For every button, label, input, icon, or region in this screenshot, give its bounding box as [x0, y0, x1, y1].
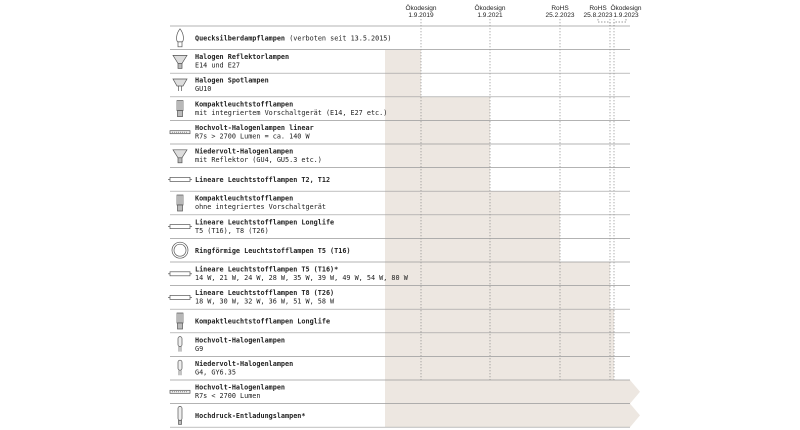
phaseout-bar: [385, 144, 490, 168]
row-title: Halogen Spotlampen: [195, 76, 269, 85]
row-title: Hochdruck-Entladungslampen*: [195, 412, 306, 421]
phaseout-bar-arrow: [385, 380, 640, 404]
milestone-date: 25.2.2023: [545, 12, 575, 19]
row-title: Hochvolt-Halogenlampen: [195, 336, 286, 345]
row-subtitle: R7s < 2700 Lumen: [195, 392, 261, 400]
milestone-name: Ökodesign: [610, 5, 642, 12]
compact-lamp-icon: [177, 313, 183, 329]
phaseout-bar: [385, 333, 614, 357]
row-subtitle: GU10: [195, 85, 212, 94]
row-title: Lineare Leuchtstofflampen Longlife: [195, 218, 335, 227]
phaseout-bar: [385, 191, 560, 215]
phaseout-bar: [385, 168, 490, 192]
capsule-lamp-icon: [178, 337, 182, 352]
row-note: (verboten seit 13.5.2015): [289, 34, 392, 43]
hid-lamp-icon: [178, 406, 182, 424]
phaseout-bar: [385, 356, 614, 380]
milestone-name: RoHS: [589, 5, 607, 12]
compact-lamp-icon: [177, 101, 183, 117]
milestone-connector: [598, 19, 610, 26]
phaseout-bar: [385, 309, 614, 333]
tube-lamp-icon: [168, 272, 192, 276]
capsule-lamp-icon: [178, 360, 182, 375]
reflector-lamp-icon: [173, 150, 187, 163]
row-title: Kompaktleuchtstofflampen Longlife: [195, 317, 331, 326]
milestone-connector: [614, 19, 626, 26]
compact-lamp-icon: [177, 195, 183, 211]
row-title: Niedervolt-Halogenlampen: [195, 147, 294, 156]
row-subtitle: mit integriertem Vorschaltgerät (E14, E27 etc.): [195, 108, 388, 117]
phaseout-bar: [385, 120, 490, 144]
phaseout-bar: [385, 50, 421, 74]
milestone-date: 1.9.2023: [613, 12, 639, 19]
phaseout-bar: [385, 215, 560, 239]
milestone-headers: [405, 4, 641, 26]
row-title: Niedervolt-Halogenlampen: [195, 359, 294, 368]
row-subtitle: 18 W, 30 W, 32 W, 36 W, 51 W, 58 W: [195, 297, 335, 306]
row-subtitle: G9: [195, 344, 204, 353]
tube-lamp-icon: [168, 295, 192, 299]
row-title: Hochvolt-Halogenlampen: [195, 383, 286, 392]
milestone-date: 25.8.2023: [583, 12, 613, 19]
row-title: Lineare Leuchtstofflampen T2, T12: [195, 176, 331, 185]
row-subtitle: ohne integriertes Vorschaltgerät: [195, 203, 326, 212]
row-title: Hochvolt-Halogenlampen linear: [195, 123, 314, 132]
milestone-name: RoHS: [551, 5, 569, 12]
row-title: Lineare Leuchtstofflampen T8 (T26): [195, 289, 335, 298]
milestone-name: Ökodesign: [405, 5, 437, 12]
milestone-date: 1.9.2021: [477, 12, 503, 19]
phaseout-bar-arrow: [385, 404, 640, 428]
tube-lamp-icon: [168, 177, 192, 181]
row-subtitle: R7s > 2700 Lumen = ca. 140 W: [195, 132, 310, 141]
tube-lamp-icon: [168, 225, 192, 229]
row-title: Quecksilberdampflampen: [195, 34, 286, 43]
row-title: Kompaktleuchtstofflampen: [195, 194, 294, 203]
row-subtitle: G4, GY6.35: [195, 368, 236, 377]
linear-halogen-icon: [170, 131, 190, 134]
phaseout-bar: [385, 97, 490, 121]
row-labels: [195, 35, 409, 421]
phaseout-bar: [385, 262, 610, 286]
row-title: Kompaktleuchtstofflampen: [195, 100, 294, 109]
row-subtitle: 14 W, 21 W, 24 W, 28 W, 35 W, 39 W, 49 W, 54 W, 80 W: [195, 274, 408, 282]
row-subtitle: mit Reflektor (GU4, GU5.3 etc.): [195, 156, 322, 164]
row-title: Halogen Reflektorlampen: [195, 53, 290, 62]
reflector-lamp-icon: [173, 55, 187, 68]
row-subtitle: T5 (T16), T8 (T26): [195, 226, 269, 235]
phaseout-bar: [385, 238, 560, 262]
ring-lamp-icon: [172, 242, 188, 258]
row-title: Lineare Leuchtstofflampen T5 (T16)*: [195, 265, 339, 274]
phaseout-bar: [385, 286, 610, 310]
row-title: Ringförmige Leuchtstofflampen T5 (T16): [195, 246, 351, 255]
row-icons: [168, 29, 192, 425]
candle-lamp-icon: [177, 29, 184, 47]
spot-lamp-icon: [173, 79, 187, 91]
milestone-date: 1.9.2019: [408, 12, 434, 19]
linear-halogen-icon: [170, 390, 190, 393]
row-subtitle: E14 und E27: [195, 61, 241, 70]
phaseout-bar: [385, 73, 421, 97]
milestone-name: Ökodesign: [474, 5, 506, 12]
